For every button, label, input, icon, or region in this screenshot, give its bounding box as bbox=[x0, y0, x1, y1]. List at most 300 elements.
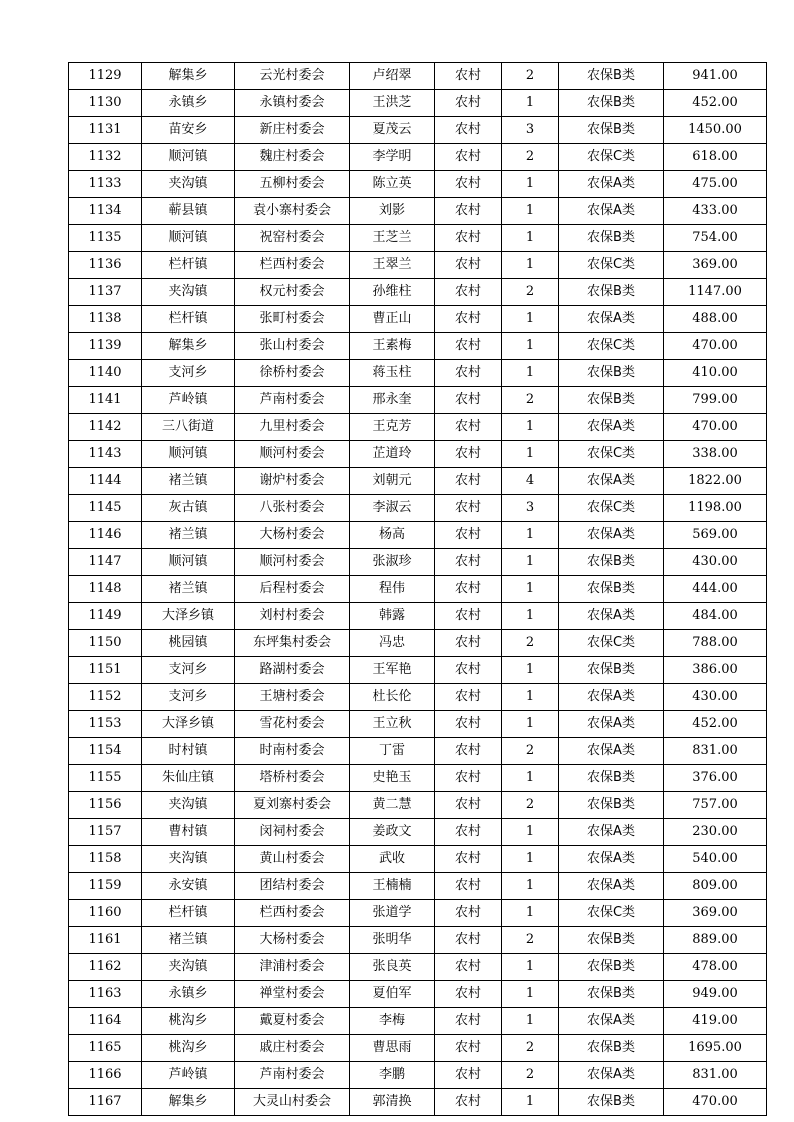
row-amount: 369.00 bbox=[664, 252, 767, 279]
row-count: 2 bbox=[502, 387, 559, 414]
row-count: 1 bbox=[502, 360, 559, 387]
row-name: 李淑云 bbox=[350, 495, 435, 522]
row-household-type: 农村 bbox=[435, 1035, 502, 1062]
row-household-type: 农村 bbox=[435, 549, 502, 576]
row-id: 1131 bbox=[69, 117, 142, 144]
row-town: 夹沟镇 bbox=[142, 954, 235, 981]
table-row bbox=[69, 360, 767, 387]
row-household-type: 农村 bbox=[435, 225, 502, 252]
table-row bbox=[69, 414, 767, 441]
row-id: 1155 bbox=[69, 765, 142, 792]
row-household-type: 农村 bbox=[435, 333, 502, 360]
row-household-type: 农村 bbox=[435, 684, 502, 711]
row-category: 农保A类 bbox=[559, 738, 664, 765]
row-town: 蕲县镇 bbox=[142, 198, 235, 225]
row-category: 农保A类 bbox=[559, 468, 664, 495]
row-name: 姜政文 bbox=[350, 819, 435, 846]
row-category: 农保B类 bbox=[559, 1089, 664, 1116]
row-count: 4 bbox=[502, 468, 559, 495]
row-household-type: 农村 bbox=[435, 954, 502, 981]
row-id: 1161 bbox=[69, 927, 142, 954]
row-count: 2 bbox=[502, 927, 559, 954]
row-town: 夹沟镇 bbox=[142, 846, 235, 873]
row-town: 褚兰镇 bbox=[142, 927, 235, 954]
row-name: 邢永奎 bbox=[350, 387, 435, 414]
row-village: 津浦村委会 bbox=[235, 954, 350, 981]
row-category: 农保B类 bbox=[559, 927, 664, 954]
row-name: 郭清换 bbox=[350, 1089, 435, 1116]
row-amount: 475.00 bbox=[664, 171, 767, 198]
table-row bbox=[69, 927, 767, 954]
row-count: 1 bbox=[502, 198, 559, 225]
row-town: 芦岭镇 bbox=[142, 1062, 235, 1089]
row-count: 1 bbox=[502, 252, 559, 279]
row-amount: 831.00 bbox=[664, 1062, 767, 1089]
row-village: 戚庄村委会 bbox=[235, 1035, 350, 1062]
row-village: 栏西村委会 bbox=[235, 252, 350, 279]
row-village: 大灵山村委会 bbox=[235, 1089, 350, 1116]
row-id: 1129 bbox=[69, 63, 142, 90]
row-village: 塔桥村委会 bbox=[235, 765, 350, 792]
row-count: 1 bbox=[502, 171, 559, 198]
row-amount: 1147.00 bbox=[664, 279, 767, 306]
row-id: 1139 bbox=[69, 333, 142, 360]
table-row bbox=[69, 846, 767, 873]
row-name: 李鹏 bbox=[350, 1062, 435, 1089]
row-amount: 757.00 bbox=[664, 792, 767, 819]
row-amount: 230.00 bbox=[664, 819, 767, 846]
row-village: 大杨村委会 bbox=[235, 522, 350, 549]
subsidy-recipients-table bbox=[68, 62, 767, 1116]
row-count: 2 bbox=[502, 63, 559, 90]
row-household-type: 农村 bbox=[435, 819, 502, 846]
row-household-type: 农村 bbox=[435, 279, 502, 306]
row-category: 农保A类 bbox=[559, 414, 664, 441]
row-village: 后程村委会 bbox=[235, 576, 350, 603]
row-category: 农保B类 bbox=[559, 765, 664, 792]
row-town: 永镇乡 bbox=[142, 981, 235, 1008]
table-row bbox=[69, 198, 767, 225]
table-row bbox=[69, 1062, 767, 1089]
table-row bbox=[69, 387, 767, 414]
row-amount: 831.00 bbox=[664, 738, 767, 765]
row-count: 1 bbox=[502, 684, 559, 711]
row-category: 农保C类 bbox=[559, 495, 664, 522]
row-amount: 1198.00 bbox=[664, 495, 767, 522]
row-village: 谢炉村委会 bbox=[235, 468, 350, 495]
row-count: 1 bbox=[502, 711, 559, 738]
table-row bbox=[69, 900, 767, 927]
row-count: 1 bbox=[502, 90, 559, 117]
row-id: 1144 bbox=[69, 468, 142, 495]
row-village: 东坪集村委会 bbox=[235, 630, 350, 657]
row-count: 1 bbox=[502, 900, 559, 927]
row-count: 1 bbox=[502, 306, 559, 333]
row-id: 1164 bbox=[69, 1008, 142, 1035]
row-amount: 1695.00 bbox=[664, 1035, 767, 1062]
row-category: 农保C类 bbox=[559, 630, 664, 657]
row-category: 农保C类 bbox=[559, 333, 664, 360]
row-category: 农保B类 bbox=[559, 549, 664, 576]
row-household-type: 农村 bbox=[435, 171, 502, 198]
row-amount: 1450.00 bbox=[664, 117, 767, 144]
row-town: 桃沟乡 bbox=[142, 1008, 235, 1035]
row-household-type: 农村 bbox=[435, 414, 502, 441]
row-id: 1141 bbox=[69, 387, 142, 414]
table-row bbox=[69, 225, 767, 252]
row-amount: 410.00 bbox=[664, 360, 767, 387]
row-town: 桃园镇 bbox=[142, 630, 235, 657]
table-row bbox=[69, 684, 767, 711]
row-name: 李梅 bbox=[350, 1008, 435, 1035]
row-amount: 444.00 bbox=[664, 576, 767, 603]
row-amount: 376.00 bbox=[664, 765, 767, 792]
row-town: 朱仙庄镇 bbox=[142, 765, 235, 792]
row-id: 1147 bbox=[69, 549, 142, 576]
row-count: 3 bbox=[502, 495, 559, 522]
row-category: 农保A类 bbox=[559, 198, 664, 225]
row-name: 韩露 bbox=[350, 603, 435, 630]
row-category: 农保A类 bbox=[559, 819, 664, 846]
row-village: 八张村委会 bbox=[235, 495, 350, 522]
row-village: 张山村委会 bbox=[235, 333, 350, 360]
row-village: 五柳村委会 bbox=[235, 171, 350, 198]
row-town: 灰古镇 bbox=[142, 495, 235, 522]
row-town: 顺河镇 bbox=[142, 225, 235, 252]
row-town: 永镇乡 bbox=[142, 90, 235, 117]
row-name: 王楠楠 bbox=[350, 873, 435, 900]
row-household-type: 农村 bbox=[435, 738, 502, 765]
row-count: 1 bbox=[502, 576, 559, 603]
row-town: 大泽乡镇 bbox=[142, 711, 235, 738]
row-count: 1 bbox=[502, 441, 559, 468]
row-household-type: 农村 bbox=[435, 468, 502, 495]
row-count: 1 bbox=[502, 657, 559, 684]
row-household-type: 农村 bbox=[435, 360, 502, 387]
row-household-type: 农村 bbox=[435, 576, 502, 603]
row-town: 芦岭镇 bbox=[142, 387, 235, 414]
row-amount: 369.00 bbox=[664, 900, 767, 927]
row-id: 1146 bbox=[69, 522, 142, 549]
row-name: 王克芳 bbox=[350, 414, 435, 441]
table-row bbox=[69, 522, 767, 549]
row-category: 农保A类 bbox=[559, 522, 664, 549]
row-count: 2 bbox=[502, 279, 559, 306]
row-name: 史艳玉 bbox=[350, 765, 435, 792]
table-row bbox=[69, 873, 767, 900]
row-town: 褚兰镇 bbox=[142, 468, 235, 495]
row-household-type: 农村 bbox=[435, 792, 502, 819]
table-row bbox=[69, 954, 767, 981]
row-id: 1134 bbox=[69, 198, 142, 225]
row-village: 闵祠村委会 bbox=[235, 819, 350, 846]
row-town: 大泽乡镇 bbox=[142, 603, 235, 630]
row-amount: 419.00 bbox=[664, 1008, 767, 1035]
row-amount: 941.00 bbox=[664, 63, 767, 90]
row-category: 农保B类 bbox=[559, 225, 664, 252]
row-town: 褚兰镇 bbox=[142, 576, 235, 603]
table-row bbox=[69, 279, 767, 306]
row-town: 曹村镇 bbox=[142, 819, 235, 846]
row-count: 1 bbox=[502, 1008, 559, 1035]
row-household-type: 农村 bbox=[435, 495, 502, 522]
row-household-type: 农村 bbox=[435, 63, 502, 90]
row-category: 农保A类 bbox=[559, 711, 664, 738]
row-village: 戴夏村委会 bbox=[235, 1008, 350, 1035]
row-amount: 754.00 bbox=[664, 225, 767, 252]
row-id: 1137 bbox=[69, 279, 142, 306]
row-category: 农保B类 bbox=[559, 63, 664, 90]
row-town: 三八街道 bbox=[142, 414, 235, 441]
row-household-type: 农村 bbox=[435, 387, 502, 414]
row-amount: 338.00 bbox=[664, 441, 767, 468]
table-row bbox=[69, 90, 767, 117]
row-name: 蒋玉柱 bbox=[350, 360, 435, 387]
row-name: 冯忠 bbox=[350, 630, 435, 657]
row-village: 路湖村委会 bbox=[235, 657, 350, 684]
table-row bbox=[69, 144, 767, 171]
row-amount: 478.00 bbox=[664, 954, 767, 981]
row-amount: 470.00 bbox=[664, 333, 767, 360]
row-village: 大杨村委会 bbox=[235, 927, 350, 954]
row-village: 顺河村委会 bbox=[235, 441, 350, 468]
row-amount: 949.00 bbox=[664, 981, 767, 1008]
row-village: 黄山村委会 bbox=[235, 846, 350, 873]
row-village: 云光村委会 bbox=[235, 63, 350, 90]
row-amount: 470.00 bbox=[664, 414, 767, 441]
row-name: 杜长伦 bbox=[350, 684, 435, 711]
row-name: 程伟 bbox=[350, 576, 435, 603]
row-category: 农保B类 bbox=[559, 981, 664, 1008]
row-count: 2 bbox=[502, 144, 559, 171]
row-village: 团结村委会 bbox=[235, 873, 350, 900]
row-name: 张良英 bbox=[350, 954, 435, 981]
table-row bbox=[69, 630, 767, 657]
table-row bbox=[69, 333, 767, 360]
row-category: 农保B类 bbox=[559, 279, 664, 306]
row-village: 袁小寨村委会 bbox=[235, 198, 350, 225]
row-count: 1 bbox=[502, 414, 559, 441]
row-count: 3 bbox=[502, 117, 559, 144]
row-id: 1157 bbox=[69, 819, 142, 846]
row-count: 1 bbox=[502, 954, 559, 981]
row-id: 1156 bbox=[69, 792, 142, 819]
row-town: 夹沟镇 bbox=[142, 279, 235, 306]
row-town: 夹沟镇 bbox=[142, 171, 235, 198]
row-count: 2 bbox=[502, 738, 559, 765]
row-name: 曹正山 bbox=[350, 306, 435, 333]
row-id: 1159 bbox=[69, 873, 142, 900]
row-id: 1152 bbox=[69, 684, 142, 711]
row-amount: 788.00 bbox=[664, 630, 767, 657]
row-name: 王洪芝 bbox=[350, 90, 435, 117]
row-category: 农保B类 bbox=[559, 90, 664, 117]
row-name: 王立秋 bbox=[350, 711, 435, 738]
row-town: 苗安乡 bbox=[142, 117, 235, 144]
row-name: 夏伯军 bbox=[350, 981, 435, 1008]
row-count: 1 bbox=[502, 603, 559, 630]
row-town: 顺河镇 bbox=[142, 144, 235, 171]
row-category: 农保B类 bbox=[559, 792, 664, 819]
table-row bbox=[69, 306, 767, 333]
row-id: 1143 bbox=[69, 441, 142, 468]
row-household-type: 农村 bbox=[435, 630, 502, 657]
row-count: 1 bbox=[502, 522, 559, 549]
row-category: 农保B类 bbox=[559, 117, 664, 144]
row-category: 农保B类 bbox=[559, 954, 664, 981]
row-amount: 618.00 bbox=[664, 144, 767, 171]
row-town: 褚兰镇 bbox=[142, 522, 235, 549]
table-row bbox=[69, 1089, 767, 1116]
row-town: 支河乡 bbox=[142, 360, 235, 387]
row-name: 杨高 bbox=[350, 522, 435, 549]
row-village: 新庄村委会 bbox=[235, 117, 350, 144]
row-household-type: 农村 bbox=[435, 522, 502, 549]
row-village: 芦南村委会 bbox=[235, 1062, 350, 1089]
row-amount: 430.00 bbox=[664, 549, 767, 576]
row-category: 农保B类 bbox=[559, 360, 664, 387]
table-row bbox=[69, 657, 767, 684]
row-town: 栏杆镇 bbox=[142, 252, 235, 279]
row-household-type: 农村 bbox=[435, 1089, 502, 1116]
table-row bbox=[69, 1008, 767, 1035]
row-village: 刘村村委会 bbox=[235, 603, 350, 630]
table-row bbox=[69, 792, 767, 819]
row-name: 刘朝元 bbox=[350, 468, 435, 495]
table-row bbox=[69, 576, 767, 603]
row-id: 1154 bbox=[69, 738, 142, 765]
row-household-type: 农村 bbox=[435, 441, 502, 468]
row-count: 2 bbox=[502, 630, 559, 657]
row-category: 农保C类 bbox=[559, 441, 664, 468]
row-town: 支河乡 bbox=[142, 657, 235, 684]
row-id: 1162 bbox=[69, 954, 142, 981]
row-amount: 799.00 bbox=[664, 387, 767, 414]
table-row bbox=[69, 441, 767, 468]
table-row bbox=[69, 603, 767, 630]
row-count: 2 bbox=[502, 1062, 559, 1089]
row-village: 张町村委会 bbox=[235, 306, 350, 333]
row-amount: 386.00 bbox=[664, 657, 767, 684]
row-village: 祝窑村委会 bbox=[235, 225, 350, 252]
row-category: 农保C类 bbox=[559, 900, 664, 927]
row-id: 1140 bbox=[69, 360, 142, 387]
row-amount: 452.00 bbox=[664, 711, 767, 738]
row-name: 张明华 bbox=[350, 927, 435, 954]
row-amount: 488.00 bbox=[664, 306, 767, 333]
row-village: 禅堂村委会 bbox=[235, 981, 350, 1008]
table-row bbox=[69, 711, 767, 738]
row-village: 顺河村委会 bbox=[235, 549, 350, 576]
row-id: 1163 bbox=[69, 981, 142, 1008]
row-id: 1150 bbox=[69, 630, 142, 657]
row-name: 曹思雨 bbox=[350, 1035, 435, 1062]
row-category: 农保A类 bbox=[559, 846, 664, 873]
row-household-type: 农村 bbox=[435, 117, 502, 144]
row-household-type: 农村 bbox=[435, 603, 502, 630]
row-name: 王翠兰 bbox=[350, 252, 435, 279]
row-village: 芦南村委会 bbox=[235, 387, 350, 414]
row-category: 农保B类 bbox=[559, 1035, 664, 1062]
row-name: 张道学 bbox=[350, 900, 435, 927]
row-count: 1 bbox=[502, 981, 559, 1008]
row-category: 农保C类 bbox=[559, 144, 664, 171]
row-name: 芷道玲 bbox=[350, 441, 435, 468]
row-household-type: 农村 bbox=[435, 90, 502, 117]
row-name: 夏茂云 bbox=[350, 117, 435, 144]
row-town: 桃沟乡 bbox=[142, 1035, 235, 1062]
row-category: 农保A类 bbox=[559, 603, 664, 630]
row-village: 九里村委会 bbox=[235, 414, 350, 441]
row-id: 1142 bbox=[69, 414, 142, 441]
row-category: 农保A类 bbox=[559, 1062, 664, 1089]
table-row bbox=[69, 252, 767, 279]
row-id: 1138 bbox=[69, 306, 142, 333]
row-category: 农保B类 bbox=[559, 387, 664, 414]
row-town: 解集乡 bbox=[142, 333, 235, 360]
row-town: 栏杆镇 bbox=[142, 306, 235, 333]
row-town: 解集乡 bbox=[142, 63, 235, 90]
row-household-type: 农村 bbox=[435, 873, 502, 900]
row-household-type: 农村 bbox=[435, 846, 502, 873]
table-row bbox=[69, 468, 767, 495]
row-amount: 1822.00 bbox=[664, 468, 767, 495]
table-row bbox=[69, 765, 767, 792]
row-count: 1 bbox=[502, 819, 559, 846]
row-name: 武收 bbox=[350, 846, 435, 873]
row-household-type: 农村 bbox=[435, 198, 502, 225]
row-amount: 470.00 bbox=[664, 1089, 767, 1116]
row-household-type: 农村 bbox=[435, 252, 502, 279]
row-count: 1 bbox=[502, 225, 559, 252]
row-village: 时南村委会 bbox=[235, 738, 350, 765]
row-household-type: 农村 bbox=[435, 1062, 502, 1089]
row-id: 1132 bbox=[69, 144, 142, 171]
row-name: 刘影 bbox=[350, 198, 435, 225]
row-village: 权元村委会 bbox=[235, 279, 350, 306]
row-name: 张淑珍 bbox=[350, 549, 435, 576]
row-id: 1167 bbox=[69, 1089, 142, 1116]
row-amount: 430.00 bbox=[664, 684, 767, 711]
table-row bbox=[69, 738, 767, 765]
row-town: 夹沟镇 bbox=[142, 792, 235, 819]
row-household-type: 农村 bbox=[435, 927, 502, 954]
row-count: 1 bbox=[502, 765, 559, 792]
table-row bbox=[69, 117, 767, 144]
row-village: 夏刘寨村委会 bbox=[235, 792, 350, 819]
row-name: 卢绍翠 bbox=[350, 63, 435, 90]
row-household-type: 农村 bbox=[435, 144, 502, 171]
row-amount: 484.00 bbox=[664, 603, 767, 630]
row-village: 栏西村委会 bbox=[235, 900, 350, 927]
row-id: 1149 bbox=[69, 603, 142, 630]
table-row bbox=[69, 63, 767, 90]
row-amount: 540.00 bbox=[664, 846, 767, 873]
row-id: 1133 bbox=[69, 171, 142, 198]
table-row bbox=[69, 495, 767, 522]
row-village: 永镇村委会 bbox=[235, 90, 350, 117]
row-id: 1151 bbox=[69, 657, 142, 684]
row-category: 农保B类 bbox=[559, 657, 664, 684]
row-id: 1160 bbox=[69, 900, 142, 927]
row-count: 1 bbox=[502, 846, 559, 873]
row-id: 1145 bbox=[69, 495, 142, 522]
row-category: 农保A类 bbox=[559, 1008, 664, 1035]
table-row bbox=[69, 1035, 767, 1062]
table-row bbox=[69, 819, 767, 846]
row-count: 1 bbox=[502, 873, 559, 900]
row-town: 支河乡 bbox=[142, 684, 235, 711]
